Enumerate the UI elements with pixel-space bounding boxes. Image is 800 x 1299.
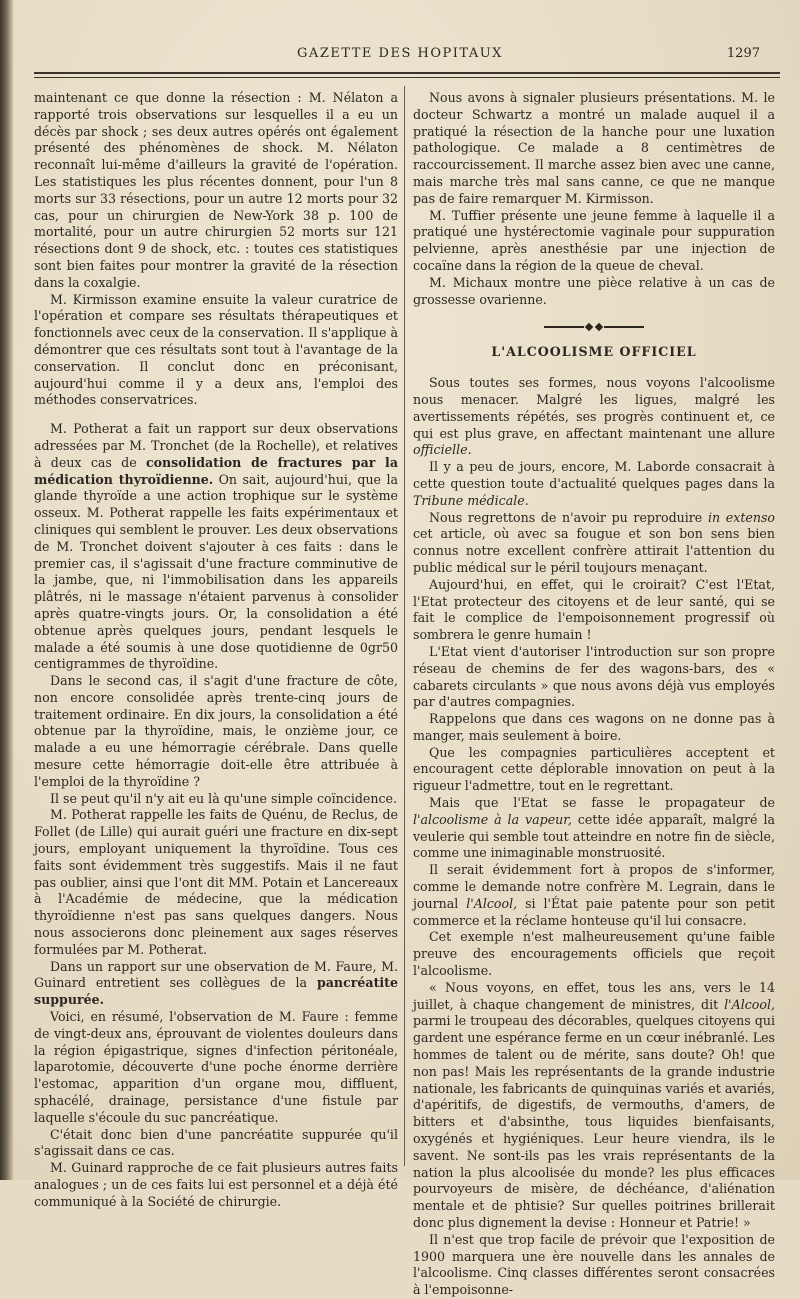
paragraph (34, 959, 398, 1009)
paragraph (34, 421, 398, 673)
left-column (34, 90, 398, 1211)
text-run: Nous regrettons de n'avoir pu reproduire (429, 509, 708, 525)
paragraph: maintenant ce que donne la résection : M. Nélaton a rapporté trois observations sur lesquelles il a eu un décès par shock ; ses deux autres opérés ont également présenté des phénomènes de shock. M. Nélaton reconnaît lui-même d'ailleurs la gravité de l'opération. Les statistiques les plus récentes donnent, pour l'un 8 morts sur 33 résections, pour un autre 12 morts pour 32 cas, pour un chirurgien de New-York 38 p. 100 de mortalité, pour un autre chirurgien 52 morts sur 121 résections dont 9 de shock, etc. : toutes ces statistiques sont bien faites pour montrer la gravité de la résection dans la coxalgie. (34, 90, 398, 290)
paragraph (413, 862, 775, 929)
text-run: Il y a peu de jours, encore, M. Laborde consacrait à cette question toute d'actualité quelques pages dans la (413, 459, 775, 491)
text-run: parmi le troupeau des décorables, quelques citoyens qui gardent une espérance ferme en un cœur inébranlé. Les hommes de talent ou de mérite, sans doute? Oh! que non pas! Mais les représentants de la grande industrie nationale, les fabricants de quinquinas variés et avariés, d'apéritifs, de digestifs, de vermouths, d'amers, de bitters et d'absinthe, tous liquides bienfaisants, oxygénés et hygiéniques. Leur heure viendra, ils le savent. Ne sont-ils pas les vrais représentants de la nation la plus alcoolisée du monde? les plus efficaces pourvoyeurs de misère, de déchéance, d'aliénation mentale et de phtisie? Sur quelles poitrines brillerait donc plus dignement la devise : Honneur et Patrie! » (413, 1013, 775, 1230)
paragraph: Aujourd'hui, en effet, qui le croirait? C'est l'Etat, l'Etat protecteur des citoyens et de leur santé, qui se fait le complice de l'empoisonnement progressif où sombrera le genre humain ! (413, 576, 775, 643)
bold-topic: pancréatite suppurée. (34, 975, 398, 1008)
paragraph: Rappelons que dans ces wagons on ne donne pas à manger, mais seulement à boire. (413, 711, 775, 743)
text-run: On sait, aujourd'hui, que la glande thyroïde a une action trophique sur le système osseux. M. Potherat rappelle les faits expérimentaux et cliniques qui semblent le prouver. Les deux observations de M. Tronchet doivent s'ajouter à ces faits : dans le premier cas, il s'agissait d'une fracture comminutive de la jambe, que, ni l'immobilisation dans les appareils plâtrés, ni le massage n'étaient parvenus à consolider après quatre-vingts jours. Or, la consolidation a été obtenue après quelques jours, pendant lesquels le malade a été soumis à une dose quotidienne de 0gr50 centigrammes de thyroïdine. (34, 471, 398, 672)
paragraph: M. Guinard rapproche de ce fait plusieurs autres faits analogues ; un de ces faits lui est personnel et a déjà été communiqué à la Société de chirurgie. (34, 1160, 398, 1209)
paragraph: Voici, en résumé, l'observation de M. Faure : femme de vingt-deux ans, éprouvant de violentes douleurs dans la région épigastrique, signes d'infection péritonéale, laparotomie, découverte d'une poche énorme derrière l'estomac, apparition d'un organe mou, diffluent, sphacélé, drainage, persistance d'une fistule par laquelle s'écoule du suc pancréatique. (34, 1009, 398, 1125)
paragraph (413, 980, 775, 1232)
text-run: Dans un rapport sur une observation de M. Faure, M. Guinard entretient ses collègues de la (34, 958, 398, 991)
paragraph: Cet exemple n'est malheureusement qu'une faible preuve des encouragements officiels que reçoit l'alcoolisme. (413, 929, 775, 979)
bold-topic: consolidation de fractures par la médication thyroïdienne. (34, 454, 398, 487)
italic-text: Tribune médicale. (413, 492, 529, 508)
paragraph: Il se peut qu'il n'y ait eu là qu'une simple coïncidence. (50, 790, 397, 806)
text-run: M. Potherat a fait un rapport sur deux observations adressées par M. Tronchet (de la Rochelle), et relatives à deux cas de (34, 421, 398, 470)
paragraph: M. Potherat rappelle les faits de Quénu, de Reclus, de Follet (de Lille) qui aurait guéri une fracture en dix-sept jours, employant uniquement la thyroïdine. Tous ces faits sont évidemment très suggestifs. Mais il ne faut pas oublier, ainsi que l'ont dit MM. Potain et Lancereaux à l'Académie de médecine, que la médication thyroïdienne n'est pas sans quelques dangers. Nous nous associerons donc pleinement aux sages réserves formulées par M. Potherat. (34, 807, 398, 957)
paragraph: C'était donc bien d'une pancréatite suppurée qu'il s'agissait dans ce cas. (34, 1126, 398, 1159)
section-separator-ornament (413, 318, 775, 326)
paragraph: Nous avons à signaler plusieurs présentations. M. le docteur Schwartz a montré un malade auquel il a pratiqué la résection de la hanche pour une luxation pathologique. Ce malade a 8 centimètres de raccourcissement. Il marche assez bien avec une canne, mais marche très mal sans canne, ce que ne manque pas de faire remarquer M. Kirmisson. (413, 90, 775, 206)
paragraph: M. Michaux montre une pièce relative à un cas de grossesse ovarienne. (413, 274, 775, 307)
italic-text: officielle. (413, 442, 472, 458)
text-run: cet article, où avec sa fougue et son bon sens bien connus notre excellent confrère attirait l'attention du public médical sur le péril toujours menaçant. (413, 526, 775, 575)
right-column (413, 90, 775, 1299)
text-run: Il serait évidemment fort à propos de s'informer, comme le demande notre confrère M. Legrain, dans le journal (413, 862, 775, 911)
page-number: 1297 (726, 46, 760, 61)
text-run: Sous toutes ses formes, nous voyons l'alcoolisme nous menacer. Malgré les ligues, malgré les avertissements répétés, ses progrès continuent et, ce qui est plus grave, en affectant maintenant une allure (413, 375, 775, 441)
text-run: « Nous voyons, en effet, tous les ans, vers le 14 juillet, à chaque changement de ministres, dit (413, 979, 775, 1012)
section-title: L'ALCOOLISME OFFICIEL (491, 344, 697, 360)
paragraph: Que les compagnies particulières acceptent et encouragent cette déplorable innovation on peut à la rigueur l'admettre, tout en le regrettant. (413, 744, 775, 794)
header-rule-thin (34, 77, 780, 78)
text-run: si l'État paie patente pour son petit commerce et la réclame honteuse qu'il lui consacre. (413, 895, 775, 928)
paragraph: Dans le second cas, il s'agit d'une fracture de côte, non encore consolidée après trente-cinq jours de traitement ordinaire. En dix jours, la consolidation a été obtenue par la thyroïdine, mais, le onzième jour, ce malade a eu une hémorragie cérébrale. Dans quelle mesure cette hémorragie doit-elle être attribuée à l'emploi de la thyroïdine ? (34, 673, 398, 789)
page-header (30, 46, 770, 66)
column-divider (404, 86, 405, 1166)
paragraph: M. Tuffier présente une jeune femme à laquelle il a pratiqué une hystérectomie vaginale pour suppuration pelvienne, après anesthésie par une injection de cocaïne dans la région de la queue de cheval. (413, 207, 775, 273)
italic-text: l'alcoolisme à la vapeur, (413, 811, 572, 827)
text-run: cette idée apparaît, malgré la veulerie qui semble tout atteindre en notre fin de siècle, comme une inimaginable monstruosité. (413, 811, 775, 861)
paragraph (413, 459, 775, 509)
paragraph: L'Etat vient d'autoriser l'introduction sur son propre réseau de chemins de fer des wagons-bars, des « cabarets circulants » que nous avons déjà vus employés par d'autres compagnies. (413, 643, 775, 710)
italic-text: l'Alcool, (466, 895, 518, 911)
italic-text: l'Alcool, (724, 996, 775, 1012)
running-title: GAZETTE DES HOPITAUX (297, 46, 503, 61)
italic-text: in extenso (707, 509, 775, 525)
paragraph: M. Kirmisson examine ensuite la valeur curatrice de l'opération et compare ses résultats thérapeutiques et fonctionnels avec ceux de la conservation. Il s'applique à démontrer que ces résultats sont tout à l'avantage de la conservation. Il conclut donc en préconisant, aujourd'hui comme il y a deux ans, l'emploi des méthodes conservatrices. (34, 291, 399, 408)
paragraph: Il n'est que trop facile de prévoir que l'exposition de 1900 marquera une ère nouvelle dans les annales de l'alcoolisme. Cinq classes différentes seront consacrées à l'empoisonne- (413, 1231, 775, 1298)
paragraph (413, 510, 775, 577)
paragraph (413, 375, 775, 459)
text-run: Mais que l'Etat se fasse le propagateur de (429, 795, 775, 811)
paragraph (413, 795, 775, 862)
page-binding-shadow (0, 0, 14, 1180)
header-rule-thick (34, 72, 780, 74)
